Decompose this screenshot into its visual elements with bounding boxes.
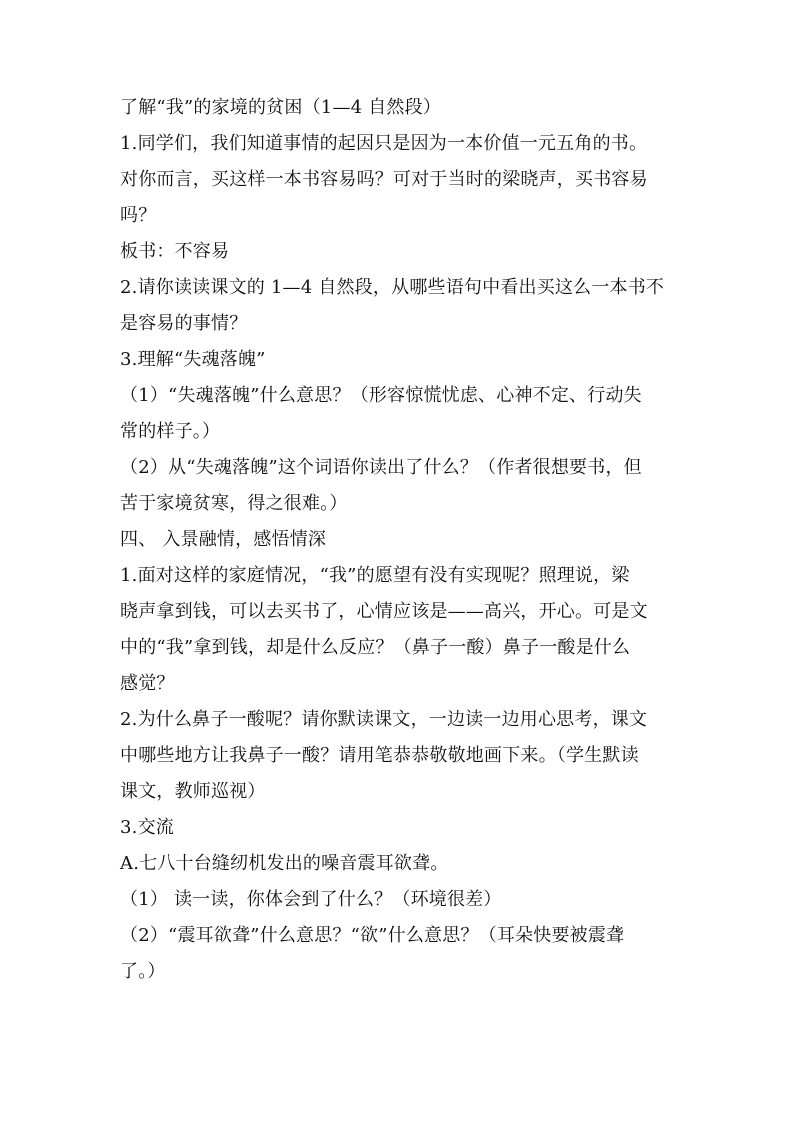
text-line: 2.请你读读课文的 1—4 自然段，从哪些语句中看出买这么一本书不 — [120, 277, 665, 298]
text-line: 中哪些地方让我鼻子一酸？请用笔恭恭敬敬地画下来。（学生默读 — [120, 745, 639, 766]
text-line: 对你而言，买这样一本书容易吗？可对于当时的梁晓声，买书容易 — [120, 169, 648, 190]
text-line-heading: 了解“我”的家境的贫困（1—4 自然段） — [120, 97, 442, 118]
text-line: 2.为什么鼻子一酸呢？请你默读课文，一边读一边用心思考，课文 — [120, 709, 648, 730]
text-line: 3.交流 — [120, 817, 174, 838]
text-line-section-heading: 四、 入景融情，感悟情深 — [120, 529, 327, 550]
text-line: 晓声拿到钱，可以去买书了，心情应该是——高兴，开心。可是文 — [120, 601, 648, 622]
text-line: （2）从“失魂落魄”这个词语你读出了什么？（作者很想要书，但 — [120, 457, 642, 478]
text-line: A.七八十台缝纫机发出的噪音震耳欲聋。 — [120, 853, 449, 874]
text-line: 常的样子。） — [120, 421, 221, 442]
text-line: 课文，教师巡视） — [120, 781, 266, 802]
text-line: （2）“震耳欲聋”什么意思？“欲”什么意思？（耳朵快要被震聋 — [120, 925, 625, 946]
text-line: 中的“我”拿到钱，却是什么反应？（鼻子一酸）鼻子一酸是什么 — [120, 637, 631, 658]
text-line: 是容易的事情？ — [120, 313, 248, 334]
text-line: 1.同学们，我们知道事情的起因只是因为一本价值一元五角的书。 — [120, 133, 648, 154]
text-line: 吗？ — [120, 205, 157, 226]
text-line: （1）“失魂落魄”什么意思？（形容惊慌忧虑、心神不定、行动失 — [120, 385, 642, 406]
text-line: 苦于家境贫寒，得之很难。） — [120, 493, 348, 514]
text-line: 1.面对这样的家庭情况，“我”的愿望有没有实现呢？照理说，梁 — [120, 565, 630, 586]
text-line: 了。） — [120, 961, 166, 982]
document-page — [120, 90, 680, 990]
text-line: 3.理解“失魂落魄” — [120, 349, 266, 370]
text-line: （1） 读一读，你体会到了什么？（环境很差） — [120, 889, 502, 910]
text-line-board-note: 板书：不容易 — [120, 241, 230, 262]
text-line: 感觉？ — [120, 673, 175, 694]
